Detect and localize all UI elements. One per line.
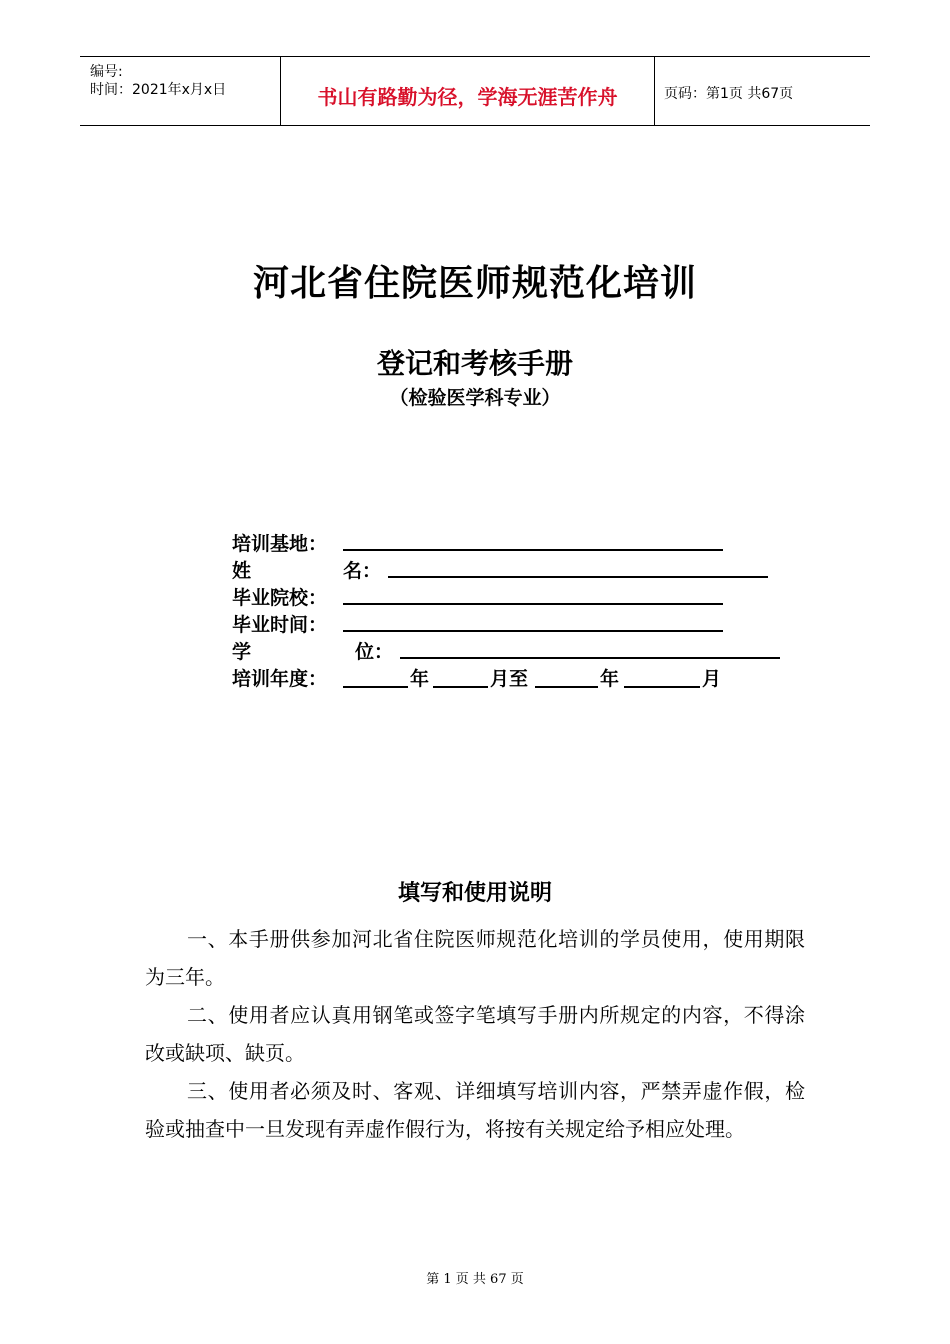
header-motto-cell xyxy=(281,57,655,125)
end-year-blank[interactable] xyxy=(535,686,598,688)
end-year-unit: 年 xyxy=(600,668,620,690)
cover-subtitle: 登记和考核手册 xyxy=(376,347,573,380)
start-year-blank[interactable] xyxy=(343,686,408,688)
document-code-label: 编号: xyxy=(90,64,123,80)
cover-specialty: （检验医学科专业） xyxy=(389,387,561,409)
header-meta-cell xyxy=(80,57,281,125)
training-base-label: 培训基地： xyxy=(232,533,328,555)
instruction-item: 一、本手册供参加河北省住院医师规范化培训的学员使用，使用期限为三年。 xyxy=(145,927,805,989)
header-motto: 书山有路勤为径，学海无涯苦作舟 xyxy=(317,85,618,109)
name-blank[interactable] xyxy=(388,576,768,578)
degree-label-part2: 位： xyxy=(355,641,394,663)
end-month-blank[interactable] xyxy=(624,686,700,688)
document-time-label: 时间：2021年x月x日 xyxy=(90,82,227,98)
graduation-time-blank[interactable] xyxy=(343,630,723,632)
school-label: 毕业院校： xyxy=(232,587,328,609)
header-page-info: 页码：第1页 共67页 xyxy=(664,86,794,102)
start-month-blank[interactable] xyxy=(433,686,488,688)
cover-title: 河北省住院医师规范化培训 xyxy=(252,263,697,304)
name-label-part2: 名： xyxy=(343,560,382,582)
instructions-title: 填写和使用说明 xyxy=(397,881,552,906)
training-year-label: 培训年度： xyxy=(232,668,328,690)
school-blank[interactable] xyxy=(343,603,723,605)
degree-blank[interactable] xyxy=(400,657,780,659)
month-to-text: 月至 xyxy=(490,668,529,690)
page-footer: 第 1 页 共 67 页 xyxy=(426,1272,524,1287)
header-page-cell xyxy=(655,57,870,125)
start-year-unit: 年 xyxy=(410,668,430,690)
graduation-time-label: 毕业时间： xyxy=(232,614,328,636)
end-month-unit: 月 xyxy=(702,668,722,690)
name-label-part1: 姓 xyxy=(232,560,252,582)
instruction-item: 二、使用者应认真用钢笔或签字笔填写手册内所规定的内容，不得涂改或缺项、缺页。 xyxy=(145,1003,805,1065)
degree-label-part1: 学 xyxy=(232,641,252,663)
document-header xyxy=(80,56,870,126)
instruction-item: 三、使用者必须及时、客观、详细填写培训内容，严禁弄虚作假，检验或抽查中一旦发现有弄虚作假行为，将按有关规定给予相应处理。 xyxy=(145,1079,805,1141)
training-base-blank[interactable] xyxy=(343,549,723,551)
